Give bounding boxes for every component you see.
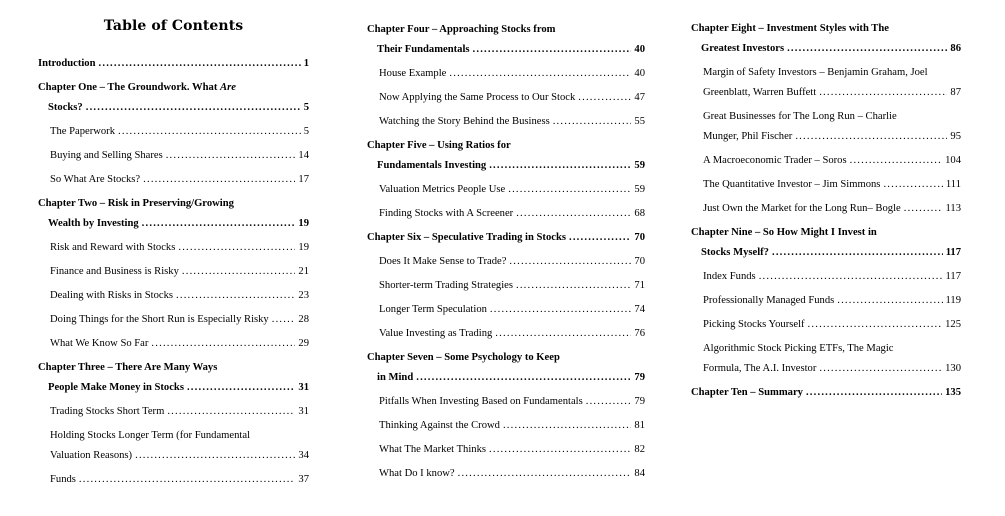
toc-entry-text: Value Investing as Trading — [379, 328, 493, 339]
toc-entry-text: Professionally Managed Funds — [703, 295, 835, 306]
toc-line — [367, 392, 645, 412]
toc-entry-text: What Do I know? — [379, 468, 455, 479]
toc-entry-text: Funds — [50, 474, 76, 485]
dot-leader — [187, 378, 295, 398]
dot-leader — [508, 180, 631, 200]
toc-entry[interactable] — [367, 204, 645, 224]
toc-line — [38, 402, 309, 422]
dot-leader — [489, 156, 631, 176]
toc-entry-text: Buying and Selling Shares — [50, 150, 163, 161]
toc-entry-text: Does It Make Sense to Trade? — [379, 256, 507, 267]
dot-leader — [516, 204, 631, 224]
toc-entry[interactable] — [38, 170, 309, 190]
toc-entry-text: The Paperwork — [50, 126, 116, 137]
toc-entry-text: Chapter Three – There Are Many Ways — [38, 362, 218, 373]
toc-entry[interactable] — [691, 223, 961, 263]
toc-entry[interactable] — [691, 19, 961, 59]
toc-entry[interactable] — [367, 136, 645, 176]
toc-line — [367, 416, 645, 436]
toc-entry-text: Formula, The A.I. Investor — [703, 363, 817, 374]
toc-entry-text: Holding Stocks Longer Term (for Fundamental — [50, 430, 251, 441]
toc-line — [367, 20, 645, 40]
toc-entry[interactable] — [367, 440, 645, 460]
dot-leader — [176, 286, 295, 306]
toc-line — [38, 286, 309, 306]
dot-leader — [904, 199, 943, 219]
dot-leader — [473, 40, 632, 60]
toc-line — [367, 64, 645, 84]
toc-entry-text: Greenblatt, Warren Buffett — [703, 87, 817, 98]
dot-leader — [118, 122, 301, 142]
dot-leader — [490, 300, 631, 320]
dot-leader — [182, 262, 296, 282]
toc-entry[interactable] — [367, 88, 645, 108]
toc-entry-text: Chapter Seven – Some Psychology to Keep — [367, 352, 560, 363]
toc-line — [367, 88, 645, 108]
dot-leader — [167, 402, 295, 422]
toc-entry[interactable] — [691, 383, 961, 403]
toc-line — [691, 383, 961, 403]
dot-leader — [772, 243, 943, 263]
toc-entry[interactable] — [38, 426, 309, 466]
toc-entry[interactable] — [691, 175, 961, 195]
page-number: 1 — [303, 58, 309, 69]
toc-entry[interactable] — [38, 310, 309, 330]
toc-entry-text: Doing Things for the Short Run is Especially Risky — [50, 314, 269, 325]
page-number: 40 — [634, 68, 645, 79]
toc-column-2 — [367, 20, 645, 488]
toc-entry-text: Chapter Six – Speculative Trading in Stocks — [367, 232, 566, 243]
dot-leader — [586, 392, 632, 412]
page-number: 111 — [945, 179, 961, 190]
dot-leader — [495, 324, 631, 344]
dot-leader — [819, 83, 947, 103]
page-number: 135 — [945, 387, 961, 398]
dot-leader — [99, 54, 301, 74]
toc-entry[interactable] — [367, 324, 645, 344]
page-number: 76 — [634, 328, 645, 339]
toc-entry[interactable] — [367, 416, 645, 436]
toc-entry-text: Greatest Investors — [701, 43, 785, 54]
toc-line — [691, 83, 961, 103]
toc-entry-text: Chapter Four – Approaching Stocks from — [367, 24, 556, 35]
page-number: 74 — [634, 304, 645, 315]
dot-leader — [806, 383, 942, 403]
toc-entry[interactable] — [691, 63, 961, 103]
toc-entry[interactable] — [691, 339, 961, 379]
toc-line — [367, 180, 645, 200]
toc-entry-text: Pitfalls When Investing Based on Fundamentals — [379, 396, 583, 407]
page-number: 59 — [634, 160, 645, 171]
toc-column-1 — [38, 16, 309, 494]
dot-leader — [86, 98, 301, 118]
toc-line — [367, 112, 645, 132]
page-number: 104 — [945, 155, 961, 166]
toc-line — [691, 315, 961, 335]
page-number: 31 — [298, 406, 309, 417]
toc-entry-text: Valuation Reasons) — [50, 450, 133, 461]
page-number: 125 — [945, 319, 961, 330]
dot-leader — [449, 64, 631, 84]
toc-line — [38, 378, 309, 398]
toc-entry[interactable] — [38, 238, 309, 258]
toc-entry[interactable] — [38, 334, 309, 354]
toc-entries-2 — [367, 20, 645, 484]
toc-line — [691, 127, 961, 147]
toc-entry[interactable] — [367, 300, 645, 320]
toc-entry[interactable] — [38, 470, 309, 490]
dot-leader — [509, 252, 631, 272]
toc-line — [38, 358, 309, 378]
toc-entry-text: Stocks? — [48, 102, 83, 113]
dot-leader — [178, 238, 295, 258]
page-number: 55 — [634, 116, 645, 127]
toc-line — [691, 199, 961, 219]
toc-line — [38, 214, 309, 234]
toc-entry-text: Finance and Business is Risky — [50, 266, 179, 277]
toc-entry[interactable] — [367, 252, 645, 272]
toc-entry-text: Shorter-term Trading Strategies — [379, 280, 513, 291]
toc-line — [38, 54, 309, 74]
dot-leader — [850, 151, 943, 171]
dot-leader — [79, 470, 296, 490]
page-number: 19 — [298, 242, 309, 253]
toc-entry[interactable] — [367, 180, 645, 200]
toc-entry-text: Just Own the Market for the Long Run– Bogle — [703, 203, 901, 214]
toc-entry[interactable] — [367, 348, 645, 388]
toc-entry-text: Stocks Myself? — [701, 247, 769, 258]
toc-entry-text: Chapter Two – Risk in Preserving/Growing — [38, 198, 234, 209]
page-number: 70 — [634, 232, 645, 243]
toc-entry-text: House Example — [379, 68, 447, 79]
toc-entry-text: Munger, Phil Fischer — [703, 131, 793, 142]
toc-entry[interactable] — [691, 151, 961, 171]
toc-line — [691, 339, 961, 359]
toc-line — [38, 262, 309, 282]
toc-line — [691, 39, 961, 59]
toc-entry[interactable] — [38, 122, 309, 142]
page-number: 28 — [298, 314, 309, 325]
toc-entry[interactable] — [367, 20, 645, 60]
toc-entry[interactable] — [691, 267, 961, 287]
toc-line — [38, 238, 309, 258]
toc-entry[interactable] — [38, 78, 309, 118]
toc-line — [367, 156, 645, 176]
page-number: 19 — [298, 218, 309, 229]
toc-entry[interactable] — [38, 146, 309, 166]
toc-line — [367, 368, 645, 388]
toc-entry[interactable] — [367, 228, 645, 248]
toc-line — [38, 426, 309, 446]
page-number: 23 — [298, 290, 309, 301]
page-number: 79 — [634, 396, 645, 407]
toc-line — [38, 334, 309, 354]
toc-entry[interactable] — [367, 112, 645, 132]
toc-entry[interactable] — [367, 392, 645, 412]
toc-line — [367, 348, 645, 368]
toc-entry-text: Trading Stocks Short Term — [50, 406, 165, 417]
toc-line — [691, 63, 961, 83]
page-number: 68 — [634, 208, 645, 219]
toc-entry-text: Their Fundamentals — [377, 44, 470, 55]
page-number: 5 — [303, 102, 309, 113]
toc-line — [367, 252, 645, 272]
toc-line — [38, 194, 309, 214]
dot-leader — [458, 464, 632, 484]
page-number: 119 — [945, 295, 961, 306]
toc-entry-text: Finding Stocks with A Screener — [379, 208, 514, 219]
toc-entry-text: Risk and Reward with Stocks — [50, 242, 176, 253]
page-number: 47 — [634, 92, 645, 103]
toc-line — [367, 464, 645, 484]
dot-leader — [759, 267, 943, 287]
toc-entry-text: Chapter Nine – So How Might I Invest in — [691, 227, 877, 238]
dot-leader — [578, 88, 631, 108]
page-number: 17 — [298, 174, 309, 185]
toc-line — [367, 300, 645, 320]
page-number: 113 — [945, 203, 961, 214]
page-number: 21 — [298, 266, 309, 277]
toc-entry-text: Introduction — [38, 58, 96, 69]
toc-entry-text: Watching the Story Behind the Business — [379, 116, 550, 127]
toc-column-3 — [691, 19, 961, 407]
page-number: 71 — [634, 280, 645, 291]
toc-entry-text: Great Businesses for The Long Run – Charlie — [703, 111, 897, 122]
toc-line — [367, 40, 645, 60]
toc-entry-text: Longer Term Speculation — [379, 304, 487, 315]
toc-entry-text: People Make Money in Stocks — [48, 382, 184, 393]
toc-entry[interactable] — [691, 107, 961, 147]
toc-entry[interactable] — [367, 464, 645, 484]
page-number: 95 — [950, 131, 961, 142]
toc-line — [367, 204, 645, 224]
dot-leader — [416, 368, 631, 388]
toc-line — [38, 146, 309, 166]
dot-leader — [808, 315, 943, 335]
page-number: 31 — [298, 382, 309, 393]
toc-line — [38, 310, 309, 330]
dot-leader — [795, 127, 947, 147]
toc-entry-text: Index Funds — [703, 271, 756, 282]
page-title: Table of Contents — [103, 18, 244, 34]
toc-line — [38, 470, 309, 490]
page-number: 59 — [634, 184, 645, 195]
page-number: 117 — [945, 271, 961, 282]
toc-line — [691, 359, 961, 379]
toc-entry[interactable] — [38, 402, 309, 422]
toc-line — [691, 223, 961, 243]
toc-entry-text: What We Know So Far — [50, 338, 149, 349]
dot-leader — [819, 359, 942, 379]
toc-entry-text: Algorithmic Stock Picking ETFs, The Magic — [703, 343, 894, 354]
page-number: 130 — [945, 363, 961, 374]
toc-entry-text: Chapter Ten – Summary — [691, 387, 803, 398]
toc-line — [367, 228, 645, 248]
page-number: 5 — [303, 126, 309, 137]
toc-line — [38, 170, 309, 190]
toc-line — [691, 19, 961, 39]
toc-line — [367, 440, 645, 460]
toc-line — [691, 291, 961, 311]
toc-line — [367, 276, 645, 296]
dot-leader — [142, 214, 296, 234]
dot-leader — [883, 175, 942, 195]
dot-leader — [787, 39, 947, 59]
toc-line — [38, 98, 309, 118]
toc-line — [367, 324, 645, 344]
page-number: 37 — [298, 474, 309, 485]
toc-line — [367, 136, 645, 156]
dot-leader — [489, 440, 631, 460]
dot-leader — [166, 146, 296, 166]
dot-leader — [135, 446, 295, 466]
page-number: 70 — [634, 256, 645, 267]
toc-entry-text: Fundamentals Investing — [377, 160, 487, 171]
dot-leader — [143, 170, 295, 190]
page-number: 82 — [634, 444, 645, 455]
toc-line — [691, 107, 961, 127]
toc-line — [38, 78, 309, 98]
toc-line — [38, 122, 309, 142]
toc-entry-text: Dealing with Risks in Stocks — [50, 290, 174, 301]
toc-entry[interactable] — [367, 276, 645, 296]
toc-line — [691, 151, 961, 171]
toc-entries-3 — [691, 19, 961, 403]
toc-entry-text: Picking Stocks Yourself — [703, 319, 805, 330]
dot-leader — [837, 291, 942, 311]
dot-leader — [151, 334, 295, 354]
toc-line — [691, 243, 961, 263]
toc-entry-text: Chapter Five – Using Ratios for — [367, 140, 511, 151]
toc-entry-text: Valuation Metrics People Use — [379, 184, 506, 195]
page-number: 86 — [950, 43, 961, 54]
dot-leader — [503, 416, 631, 436]
toc-entries-1 — [38, 54, 309, 490]
dot-leader — [553, 112, 632, 132]
toc-entry[interactable] — [691, 291, 961, 311]
toc-line — [38, 446, 309, 466]
page-number: 117 — [945, 247, 961, 258]
toc-entry-text: Chapter Eight – Investment Styles with The — [691, 23, 889, 34]
toc-line — [691, 175, 961, 195]
toc-entry-text: The Quantitative Investor – Jim Simmons — [703, 179, 881, 190]
page-number: 29 — [298, 338, 309, 349]
toc-entry-text: A Macroeconomic Trader – Soros — [703, 155, 847, 166]
page-number: 84 — [634, 468, 645, 479]
page-number: 87 — [950, 87, 961, 98]
toc-entry[interactable] — [38, 194, 309, 234]
toc-line — [691, 267, 961, 287]
toc-entry-text: Thinking Against the Crowd — [379, 420, 500, 431]
dot-leader — [272, 310, 296, 330]
dot-leader — [516, 276, 631, 296]
toc-entry[interactable] — [691, 199, 961, 219]
toc-entry[interactable] — [691, 315, 961, 335]
toc-entry[interactable] — [367, 64, 645, 84]
toc-entry-text: Wealth by Investing — [48, 218, 139, 229]
page-number: 79 — [634, 372, 645, 383]
dot-leader — [569, 228, 631, 248]
toc-entry-text: So What Are Stocks? — [50, 174, 141, 185]
toc-entry-text: in Mind — [377, 372, 414, 383]
page-number: 40 — [634, 44, 645, 55]
toc-entry-text: Now Applying the Same Process to Our Stock — [379, 92, 576, 103]
toc-entry[interactable] — [38, 262, 309, 282]
page-number: 14 — [298, 150, 309, 161]
toc-entry-text: Chapter One – The Groundwork. What Are — [38, 82, 236, 93]
page-number: 34 — [298, 450, 309, 461]
toc-entry-text: Margin of Safety Investors – Benjamin Graham, Joel — [703, 67, 928, 78]
toc-entry[interactable] — [38, 54, 309, 74]
toc-entry-text: What The Market Thinks — [379, 444, 486, 455]
toc-entry[interactable] — [38, 286, 309, 306]
page-number: 81 — [634, 420, 645, 431]
toc-entry[interactable] — [38, 358, 309, 398]
